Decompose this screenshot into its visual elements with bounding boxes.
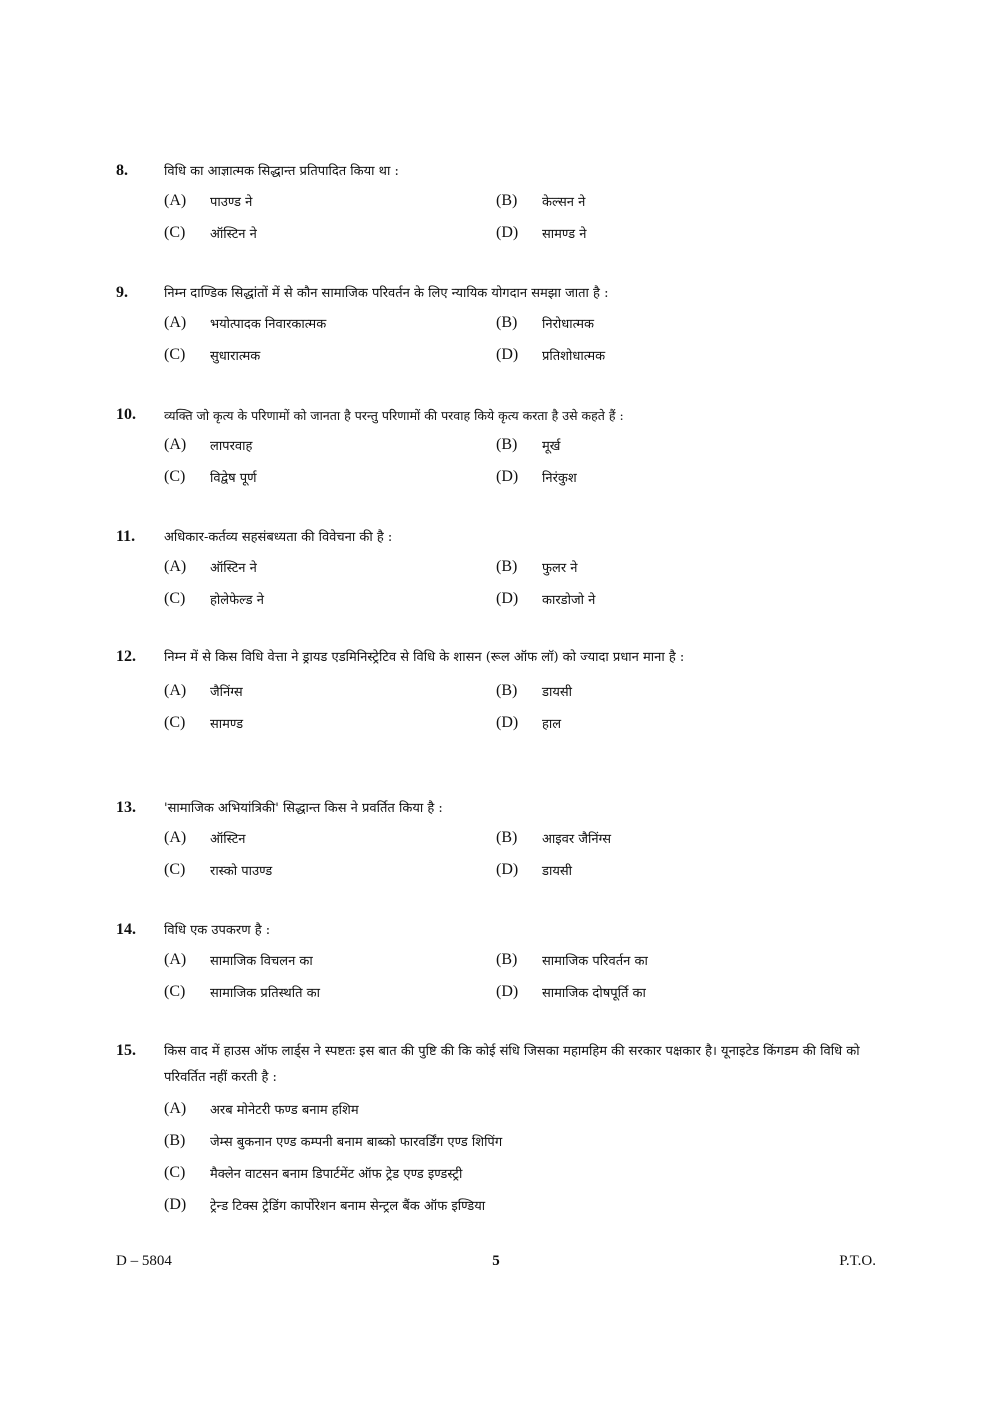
option-d: (D) सामण्ड ने <box>496 224 587 242</box>
option-c: (C) मैक्लेन वाटसन बनाम डिपार्टमेंट ऑफ ट्रेड एण्ड इण्डस्ट्री <box>164 1164 463 1182</box>
question-text: विधि एक उपकरण है : <box>164 923 271 938</box>
question-text: किस वाद में हाउस ऑफ लार्ड्स ने स्पष्टतः इस बात की पुष्टि की कि कोई संधि जिसका महामहिम की सरकार पक्षकार है। यूनाइटेड किंगडम की विधि को परिवर्तित नहीं करती है : <box>164 1044 860 1085</box>
option-b: (B) आइवर जैनिंग्स <box>496 829 612 847</box>
question-text: विधि का आज्ञात्मक सिद्धान्त प्रतिपादित किया था : <box>164 164 399 179</box>
question-12 <box>116 645 876 739</box>
question-text: अधिकार-कर्तव्य सहसंबध्यता की विवेचना की है : <box>164 530 393 545</box>
option-d: (D) निरंकुश <box>496 468 577 486</box>
option-a: (A) सामाजिक विचलन का <box>164 951 313 969</box>
question-number: 14. <box>116 921 136 938</box>
option-c: (C) सामण्ड <box>164 714 244 732</box>
option-a: (A) अरब मोनेटरी फण्ड बनाम हशिम <box>164 1100 359 1118</box>
question-text: निम्न में से किस विधि वेत्ता ने ड्रायड एडमिनिस्ट्रेटिव से विधि के शासन (रूल ऑफ लॉ) को ज्यादा प्रधान माना है : <box>164 650 685 665</box>
option-d: (D) डायसी <box>496 861 573 879</box>
option-a: (A) ऑस्टिन ने <box>164 558 257 576</box>
option-c: (C) ऑस्टिन ने <box>164 224 257 242</box>
option-c: (C) सामाजिक प्रतिस्थति का <box>164 983 320 1001</box>
question-text: व्यक्ति जो कृत्य के परिणामों को जानता है परन्तु परिणामों की परवाह किये कृत्य करता है उसे कहते हैं : <box>164 408 624 423</box>
option-b: (B) केल्सन ने <box>496 192 586 210</box>
question-text: 'सामाजिक अभियांत्रिकी' सिद्धान्त किस ने प्रवर्तित किया है : <box>164 801 443 816</box>
pto-label: P.T.O. <box>839 1253 876 1269</box>
option-d: (D) ट्रेन्ड टिक्स ट्रेडिंग कार्पोरेशन बनाम सेन्ट्रल बैंक ऑफ इण्डिया <box>164 1196 486 1214</box>
option-a: (A) भयोत्पादक निवारकात्मक <box>164 314 327 332</box>
option-b: (B) निरोधात्मक <box>496 314 595 332</box>
question-10 <box>116 403 876 493</box>
question-9 <box>116 281 876 371</box>
option-d: (D) सामाजिक दोषपूर्ति का <box>496 983 646 1001</box>
page-number: 5 <box>492 1253 500 1269</box>
option-d: (D) हाल <box>496 714 562 732</box>
question-text: निम्न दाण्डिक सिद्धांतों में से कौन सामाजिक परिवर्तन के लिए न्यायिक योगदान समझा जाता है : <box>164 286 609 301</box>
option-c: (C) विद्वेष पूर्ण <box>164 468 257 486</box>
question-number: 11. <box>116 528 136 545</box>
option-a: (A) पाउण्ड ने <box>164 192 253 210</box>
question-number: 15. <box>116 1042 136 1059</box>
option-c: (C) सुधारात्मक <box>164 346 261 364</box>
question-14 <box>116 918 876 1008</box>
question-13 <box>116 796 876 886</box>
question-15 <box>116 1039 876 1221</box>
option-a: (A) ऑस्टिन <box>164 829 246 847</box>
question-number: 12. <box>116 648 136 665</box>
option-b: (B) फुलर ने <box>496 558 578 576</box>
question-number: 8. <box>116 162 128 179</box>
question-number: 9. <box>116 284 128 301</box>
option-c: (C) रास्को पाउण्ड <box>164 861 273 879</box>
option-b: (B) जेम्स बुकनान एण्ड कम्पनी बनाम बाब्को फारवर्डिंग एण्ड शिपिंग <box>164 1132 503 1150</box>
option-b: (B) मूर्ख <box>496 436 561 454</box>
option-b: (B) सामाजिक परिवर्तन का <box>496 951 648 969</box>
question-number: 10. <box>116 406 136 423</box>
question-11 <box>116 525 876 615</box>
question-8 <box>116 159 876 249</box>
option-b: (B) डायसी <box>496 682 573 700</box>
question-number: 13. <box>116 799 136 816</box>
page-footer <box>116 1253 876 1275</box>
paper-code: D – 5804 <box>116 1253 172 1269</box>
option-d: (D) कारडोजो ने <box>496 590 596 608</box>
option-a: (A) लापरवाह <box>164 436 253 454</box>
option-c: (C) होलेफेल्ड ने <box>164 590 264 608</box>
option-d: (D) प्रतिशोधात्मक <box>496 346 606 364</box>
option-a: (A) जैनिंग्स <box>164 682 243 700</box>
